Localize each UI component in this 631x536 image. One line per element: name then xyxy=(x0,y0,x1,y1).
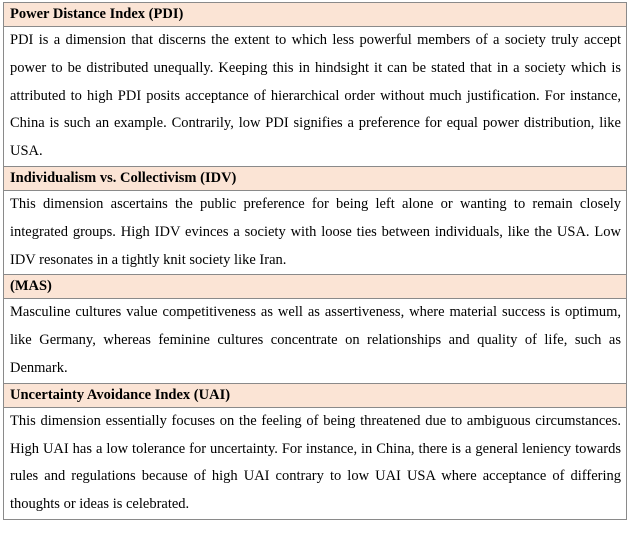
cultural-dimensions-table xyxy=(3,2,627,520)
section-heading-uai: Uncertainty Avoidance Index (UAI) xyxy=(4,383,627,407)
section-body-uai: This dimension essentially focuses on the feeling of being threatened due to ambiguous circumstances. High UAI has a low tolerance for uncertainty. For instance, in China, there is a general leniency towards rules and regulations because of high UAI contrary to low UAI USA where acceptance of differing thoughts or ideas is celebrated. xyxy=(4,407,627,519)
section-body-pdi: PDI is a dimension that discerns the extent to which less powerful members of a society truly accept power to be distributed unequally. Keeping this in hindsight it can be stated that in a society which is attributed to high PDI posits acceptance of hierarchical order without much justification. For instance, China is such an example. Contrarily, low PDI signifies a preference for equal power distribution, like USA. xyxy=(4,27,627,167)
section-header-row xyxy=(4,383,627,407)
section-heading-idv: Individualism vs. Collectivism (IDV) xyxy=(4,166,627,190)
section-heading-pdi: Power Distance Index (PDI) xyxy=(4,3,627,27)
section-heading-mas: (MAS) xyxy=(4,275,627,299)
section-body-row xyxy=(4,407,627,519)
section-header-row xyxy=(4,275,627,299)
section-body-row xyxy=(4,190,627,274)
section-body-row xyxy=(4,27,627,167)
section-header-row xyxy=(4,3,627,27)
section-header-row xyxy=(4,166,627,190)
section-body-mas: Masculine cultures value competitiveness as well as assertiveness, where material success is optimum, like Germany, whereas feminine cultures concentrate on relationships and quality of life, such as Denmark. xyxy=(4,299,627,383)
section-body-idv: This dimension ascertains the public preference for being left alone or wanting to remain closely integrated groups. High IDV evinces a society with loose ties between individuals, like the USA. Low IDV resonates in a tightly knit society like Iran. xyxy=(4,190,627,274)
section-body-row xyxy=(4,299,627,383)
